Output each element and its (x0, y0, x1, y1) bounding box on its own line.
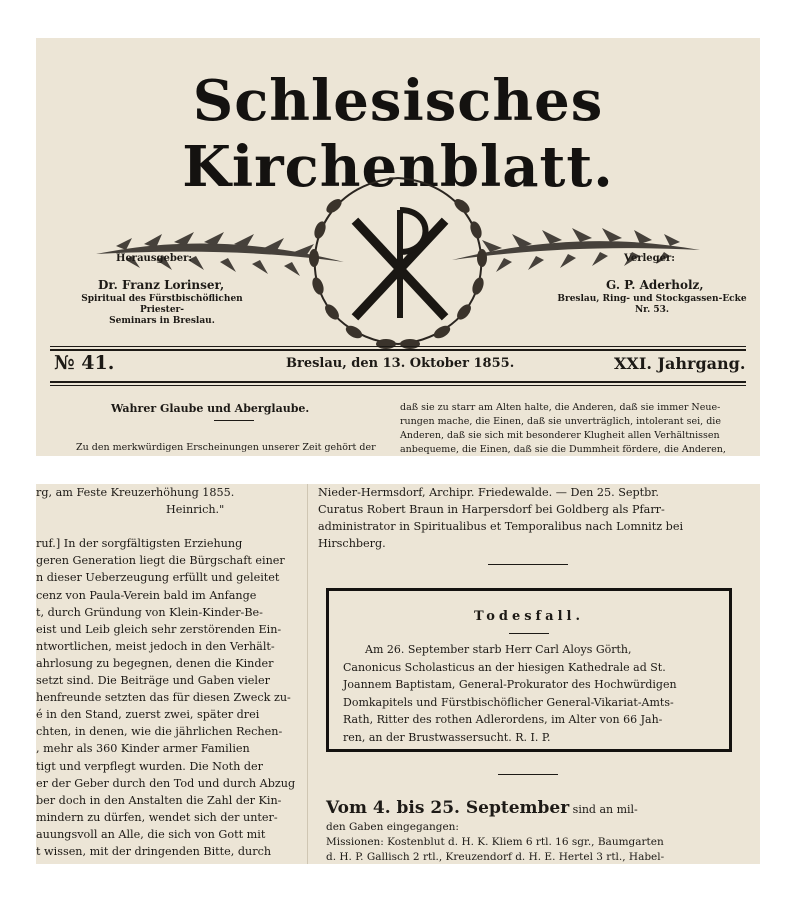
todesfall-line: Joannem Baptistam, General-Prokurator des Hochwürdigen (343, 678, 677, 691)
publisher-label: Herausgeber: (116, 253, 193, 264)
todesfall-title: Todesfall. (474, 609, 584, 624)
text-line: henfreunde setzten das für diesen Zweck zu- (36, 691, 291, 705)
header-rule-thin (50, 346, 746, 347)
text-line: cenz von Paula-Verein bald im Anfange (36, 588, 257, 602)
publisher-description: Spiritual des Fürstbischöflichen Priester- Seminars in Breslau. (81, 294, 243, 326)
text-line: é in den Stand, zuerst zwei, später drei (36, 708, 260, 722)
volume: XXI. Jahrgang. (614, 354, 746, 373)
text-line (36, 518, 304, 535)
left-column (36, 484, 304, 860)
verleger-label: Verleger: (624, 253, 675, 264)
issue-number: № 41. (54, 352, 115, 374)
issue-rule-thin (50, 385, 746, 386)
text-line: Heinrich." (166, 503, 225, 517)
section-rule (488, 564, 568, 565)
right-column (318, 484, 748, 863)
todesfall-line: Am 26. September starb Herr Carl Aloys Görth, (365, 643, 632, 656)
article-line: Anderen, daß sie sich mit besonderer Klugheit allen Verhältnissen (400, 430, 720, 441)
text-line: auungsvoll an Alle, die sich von Gott mit (36, 827, 266, 841)
donations-list (326, 820, 664, 864)
text-line: er der Geber durch den Tod und durch Abzug (36, 776, 296, 790)
article-right-column (400, 401, 744, 456)
text-line: rg, am Feste Kreuzerhöhung 1855. (36, 486, 235, 499)
text-line: ber doch in den Anstalten die Zahl der Kin- (36, 793, 282, 807)
text-line: tigt und verpflegt wurden. Die Noth der (36, 759, 264, 773)
donations-line: den Gaben eingegangen: (326, 821, 459, 833)
text-line: t, durch Gründung von Klein-Kinder-Be- (36, 605, 263, 619)
issue-date: Breslau, den 13. Oktober 1855. (286, 356, 515, 371)
header-rule-thick (50, 349, 746, 351)
article-title: Wahrer Glaube und Aberglaube. (111, 402, 310, 415)
text-line: administrator in Spiritualibus et Temporalibus nach Lomnitz bei (318, 520, 684, 533)
donations-heading-tail: sind an mil- (569, 803, 638, 816)
todesfall-line: ren, an der Brustwassersucht. R. I. P. (343, 730, 551, 744)
text-line: n dieser Ueberzeugung erfüllt und geleitet (36, 571, 280, 585)
verleger-description: Breslau, Ring- und Stockgassen-Ecke Nr. 53. (557, 294, 747, 315)
text-line: chten, in denen, wie die jährlichen Rechen- (36, 725, 283, 739)
text-line: setzt sind. Die Beiträge und Gaben vieler (36, 674, 270, 688)
text-line: ahrlosung zu begegnen, denen die Kinder (36, 656, 274, 670)
article-line: rungen mache, die Einen, daß sie unverträglich, intolerant sei, die (400, 416, 721, 427)
text-line: ntwortlichen, meist jedoch in den Verhält- (36, 639, 275, 653)
todesfall-line: Canonicus Scholasticus an der hiesigen Kathedrale ad St. (343, 660, 666, 674)
donations-heading (326, 798, 638, 818)
issue-rule-thick (50, 381, 746, 383)
column-separator (307, 484, 308, 864)
text-line: Nieder-Hermsdorf, Archipr. Friedewalde. — Den 25. Septbr. (318, 486, 659, 499)
todesfall-line: Rath, Ritter des rothen Adlerordens, im Alter von 66 Jah- (343, 713, 663, 726)
donations-line: d. H. P. Gallisch 2 rtl., Kreuzendorf d. H. E. Hertel 3 rtl., Habel- (326, 851, 665, 863)
newspaper-title: Schlesisches Kirchenblatt. (182, 68, 614, 200)
text-line: Hirschberg. (318, 537, 386, 550)
donations-heading-date: Vom 4. bis 25. September (326, 798, 570, 818)
text-line: Curatus Robert Braun in Harpersdorf bei Goldberg als Pfarr- (318, 503, 665, 516)
article-line: anbequeme, die Einen, daß sie die Dummheit fördere, die Anderen, (400, 444, 726, 455)
verleger-name: G. P. Aderholz, (606, 278, 704, 292)
text-line: eist und Leib gleich sehr zerstörenden Ein- (36, 622, 282, 636)
article-first-line: Zu den merkwürdigen Erscheinungen unserer Zeit gehört der (76, 442, 376, 453)
article-line: daß sie zu starr am Alten halte, die Anderen, daß sie immer Neue- (400, 402, 721, 413)
todesfall-line: Domkapitels und Fürstbischöflicher General-Vikariat-Amts- (343, 695, 674, 709)
text-line: ruf.] In der sorgfältigsten Erziehung (36, 537, 243, 551)
todesfall-text (343, 641, 715, 746)
text-line: geren Generation liegt die Bürgschaft einer (36, 554, 285, 568)
todesfall-notice-box (326, 588, 732, 752)
todesfall-title-rule (509, 633, 549, 634)
text-line: , mehr als 360 Kinder armer Familien (36, 742, 250, 756)
text-line: t wissen, mit der dringenden Bitte, durch (36, 844, 272, 858)
text-line: mindern zu dürfen, wendet sich der unter- (36, 810, 278, 824)
page-excerpt-panel (36, 484, 760, 864)
publisher-name: Dr. Franz Lorinser, (98, 278, 225, 292)
section-rule-2 (498, 774, 558, 775)
article-title-rule (214, 420, 254, 421)
masthead-panel (36, 38, 760, 456)
donations-line: Missionen: Kostenblut d. H. K. Kliem 6 rtl. 16 sgr., Baumgarten (326, 836, 664, 848)
chi-rho-wreath-emblem-icon (96, 166, 700, 366)
